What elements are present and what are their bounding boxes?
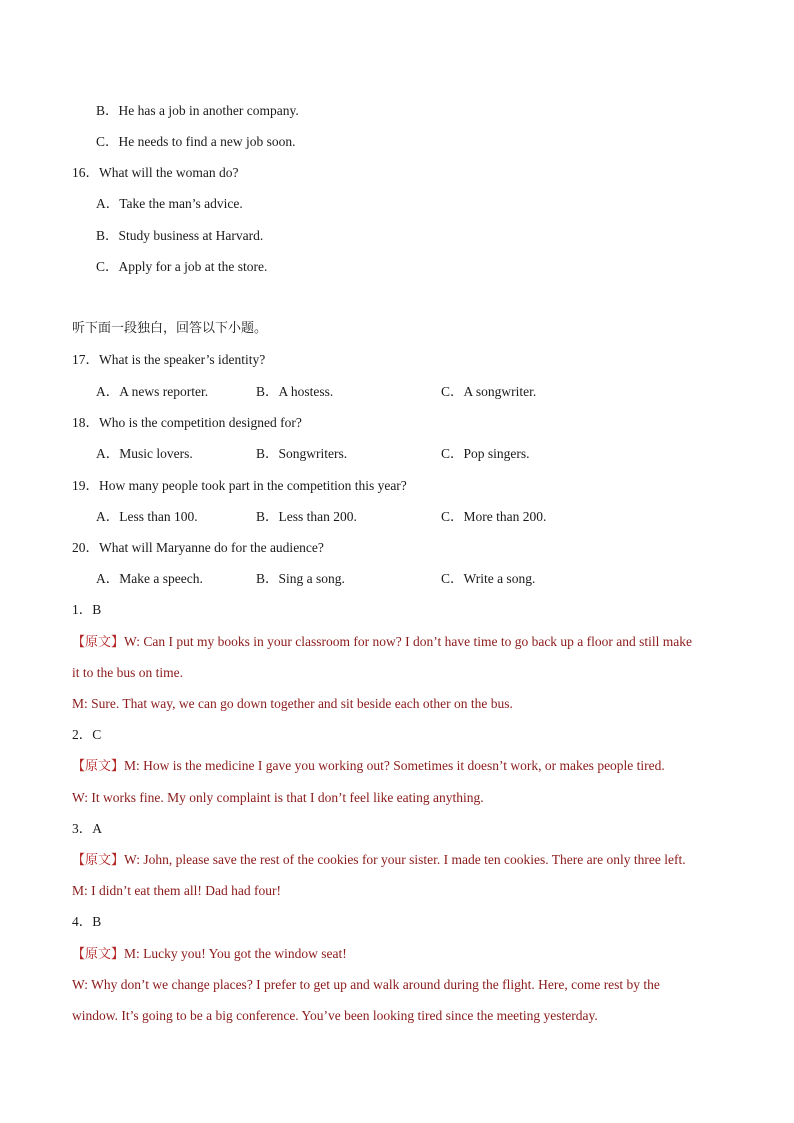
section-instruction: 听下面一段独白，回答以下小题。: [72, 321, 268, 336]
q16-option-c: C．Apply for a job at the store.: [96, 259, 268, 274]
transcript-4-line-2: W: Why don’t we change places? I prefer to get up and walk around during the flight. Here, come rest by the: [72, 977, 660, 992]
original-text-tag: 【原文】: [72, 759, 125, 774]
transcript-text: W: John, please save the rest of the cookies for your sister. I made ten cookies. There are only three left.: [124, 852, 686, 867]
q20-option-b: B．Sing a song.: [256, 571, 345, 586]
q18-option-b: B．Songwriters.: [256, 446, 348, 461]
q19-option-b: B．Less than 200.: [256, 509, 357, 524]
q18-option-c: C．Pop singers.: [441, 446, 530, 461]
transcript-3-line-2: M: I didn’t eat them all! Dad had four!: [72, 883, 281, 898]
transcript-1-line-1: [72, 633, 692, 652]
original-text-tag: 【原文】: [72, 853, 125, 868]
transcript-1-line-2: it to the bus on time.: [72, 665, 183, 680]
q20-option-c: C．Write a song.: [441, 571, 536, 586]
q18-question: 18．Who is the competition designed for?: [72, 415, 302, 430]
q16-option-a: A．Take the man’s advice.: [96, 196, 243, 211]
q16-question: 16．What will the woman do?: [72, 165, 239, 180]
q17-option-c: C．A songwriter.: [441, 384, 537, 399]
transcript-4-line-3: window. It’s going to be a big conference. You’ve been looking tired since the meeting yesterday.: [72, 1008, 598, 1023]
q15-option-b: B．He has a job in another company.: [96, 103, 299, 118]
q17-option-a: A．A news reporter.: [96, 384, 209, 399]
q17-question: 17．What is the speaker’s identity?: [72, 352, 266, 367]
transcript-2-line-2: W: It works fine. My only complaint is that I don’t feel like eating anything.: [72, 790, 484, 805]
transcript-1-line-3: M: Sure. That way, we can go down together and sit beside each other on the bus.: [72, 696, 513, 711]
transcript-2-line-1: [72, 757, 665, 776]
transcript-text: M: How is the medicine I gave you working out? Sometimes it doesn’t work, or makes people tired.: [124, 758, 665, 773]
transcript-text: W: Can I put my books in your classroom for now? I don’t have time to go back up a floor and still make: [124, 634, 693, 649]
answer-key-3: 3．A: [72, 821, 102, 836]
transcript-4-line-1: [72, 945, 347, 964]
q18-option-a: A．Music lovers.: [96, 446, 193, 461]
q20-question: 20．What will Maryanne do for the audience?: [72, 540, 324, 555]
q19-question: 19．How many people took part in the competition this year?: [72, 478, 407, 493]
transcript-text: M: Lucky you! You got the window seat!: [124, 946, 347, 961]
answer-key-2: 2．C: [72, 727, 102, 742]
answer-key-4: 4．B: [72, 914, 102, 929]
q15-option-c: C．He needs to find a new job soon.: [96, 134, 296, 149]
q16-option-b: B．Study business at Harvard.: [96, 228, 264, 243]
q17-option-b: B．A hostess.: [256, 384, 334, 399]
q19-option-a: A．Less than 100.: [96, 509, 198, 524]
original-text-tag: 【原文】: [72, 947, 125, 962]
q19-option-c: C．More than 200.: [441, 509, 547, 524]
original-text-tag: 【原文】: [72, 635, 125, 650]
transcript-3-line-1: [72, 851, 686, 870]
answer-key-1: 1．B: [72, 602, 102, 617]
q20-option-a: A．Make a speech.: [96, 571, 203, 586]
